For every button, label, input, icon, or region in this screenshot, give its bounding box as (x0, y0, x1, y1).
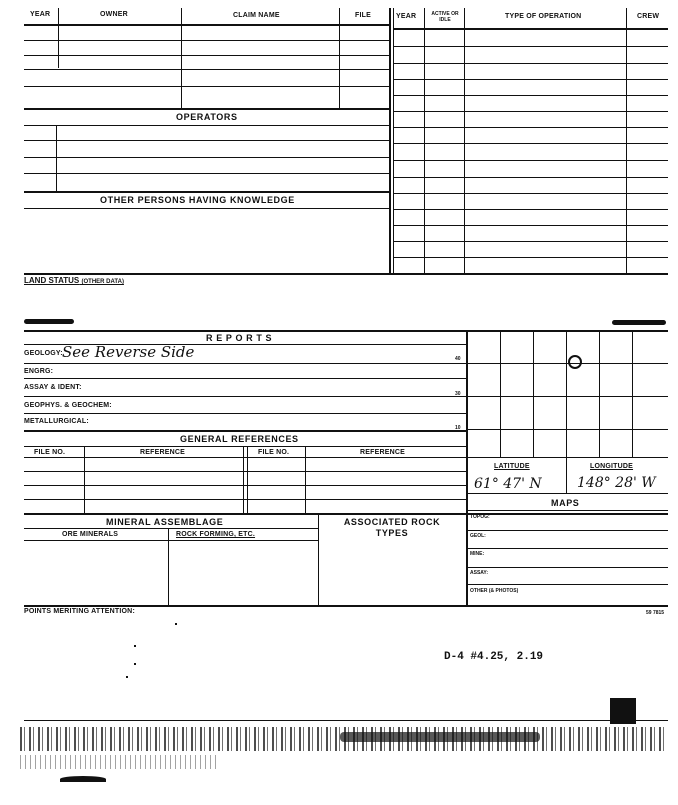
rule (24, 540, 318, 541)
metallurgical-label: METALLURGICAL: (24, 418, 89, 425)
rule (24, 485, 466, 486)
scan-block (610, 698, 636, 724)
divider (243, 446, 244, 514)
rule (24, 140, 390, 141)
rule (393, 225, 668, 226)
rule (393, 127, 668, 128)
rule (393, 160, 668, 161)
other-persons-heading: OTHER PERSONS HAVING KNOWLEDGE (100, 195, 295, 205)
ref-file-no-1: FILE NO. (34, 449, 66, 456)
divider (56, 125, 57, 193)
scale-mark-40: 40 (455, 356, 461, 362)
grid-line (466, 363, 668, 364)
rule (24, 378, 466, 379)
header-crew: CREW (637, 13, 660, 20)
rule (24, 108, 390, 110)
ref-file-no-2: FILE NO. (258, 449, 290, 456)
rule (24, 273, 668, 275)
divider (566, 457, 567, 493)
typed-note: D-4 #4.25, 2.19 (444, 651, 544, 663)
rule (24, 413, 466, 414)
header-active-idle: ACTIVE OR IDLE (431, 11, 459, 23)
rule (466, 510, 668, 511)
scan-smudge (612, 320, 666, 325)
divider (247, 446, 248, 514)
rock-forming-label: ROCK FORMING, ETC. (176, 531, 256, 538)
rule (466, 530, 668, 531)
longitude-label: LONGITUDE (590, 463, 634, 470)
rule (24, 363, 466, 364)
divider (464, 8, 465, 274)
geophys-label: GEOPHYS. & GEOCHEM: (24, 402, 112, 409)
maps-heading: MAPS (551, 498, 580, 508)
rule (393, 111, 668, 112)
rule (466, 567, 668, 568)
grid-line (533, 330, 534, 458)
header-year: YEAR (30, 11, 51, 18)
scan-smudge (24, 319, 74, 324)
form-number: 59 7815 (646, 610, 665, 616)
rule (24, 173, 390, 174)
grid-line (632, 330, 633, 458)
grid-line (599, 330, 600, 458)
rule (24, 471, 466, 472)
rule (24, 69, 390, 70)
associated-rock-types-heading: ASSOCIATED ROCK TYPES (343, 517, 441, 538)
speck (126, 676, 128, 678)
maps-other-label: OTHER (& PHOTOS) (470, 588, 519, 594)
grid-line (466, 396, 668, 397)
longitude-value: 148° 28' W (577, 475, 656, 491)
rule (24, 499, 466, 500)
rule (24, 396, 466, 397)
rule (393, 95, 668, 96)
grid-line (500, 330, 501, 458)
header-type-of-operation: TYPE OF OPERATION (505, 13, 582, 20)
rule (24, 446, 466, 447)
maps-assay-label: ASSAY: (470, 570, 489, 576)
rule (393, 28, 668, 30)
rule (393, 209, 668, 210)
speck (175, 623, 177, 625)
speck (134, 663, 136, 665)
divider (466, 330, 468, 606)
divider (626, 8, 627, 274)
divider (84, 446, 85, 514)
scale-mark-10: 10 (455, 425, 461, 431)
latitude-value: 61° 47' N (474, 476, 542, 492)
points-meriting-attention-label: POINTS MERITING ATTENTION: (24, 608, 135, 615)
scan-noise-band (340, 732, 540, 742)
latitude-label: LATITUDE (494, 463, 530, 470)
rule (393, 79, 668, 80)
rule (24, 40, 390, 41)
grid-line (566, 330, 567, 458)
scan-smudge (60, 776, 106, 782)
rule (393, 177, 668, 178)
rule (393, 241, 668, 242)
operators-heading: OPERATORS (176, 112, 238, 122)
rule (24, 720, 668, 721)
location-marker-icon (568, 355, 582, 369)
rule (393, 143, 668, 144)
divider (58, 8, 59, 68)
rule (466, 584, 668, 585)
header-claim-name: CLAIM NAME (233, 12, 280, 19)
rule (393, 46, 668, 47)
land-status-title: LAND STATUS (24, 276, 80, 285)
header-owner: OWNER (100, 11, 128, 18)
rule (24, 528, 318, 529)
maps-mine-label: MINE: (470, 551, 485, 557)
rule (393, 193, 668, 194)
rule (24, 457, 466, 458)
rule (393, 63, 668, 64)
rule (393, 257, 668, 258)
rule (24, 430, 466, 432)
maps-geol-label: GEOL: (470, 533, 486, 539)
maps-topog-label: TOPOG: (470, 514, 490, 520)
geology-value: See Reverse Side (62, 343, 195, 361)
rule (24, 208, 390, 209)
rule (466, 493, 668, 494)
geology-label: GEOLOGY: (24, 350, 63, 357)
rule (24, 86, 390, 87)
header-file: FILE (355, 12, 371, 19)
assay-label: ASSAY & IDENT: (24, 384, 82, 391)
rule (24, 330, 668, 332)
mineral-assemblage-heading: MINERAL ASSEMBLAGE (106, 517, 224, 527)
divider (389, 8, 391, 274)
divider (318, 513, 319, 606)
scan-noise-band (20, 755, 220, 769)
rule (24, 157, 390, 158)
divider (393, 8, 394, 274)
rule (24, 24, 390, 26)
rule (24, 191, 390, 193)
land-status-label (24, 276, 124, 285)
divider (424, 8, 425, 274)
rule (24, 605, 668, 607)
ref-reference-2: REFERENCE (360, 449, 405, 456)
general-references-heading: GENERAL REFERENCES (180, 434, 299, 444)
rule (466, 548, 668, 549)
scale-mark-30: 30 (455, 391, 461, 397)
engrg-label: ENGRG: (24, 368, 54, 375)
rule (24, 55, 390, 56)
ore-minerals-label: ORE MINERALS (62, 531, 119, 538)
land-status-sub: (OTHER DATA) (81, 279, 124, 285)
header-year-2: YEAR (396, 13, 417, 20)
rule (24, 125, 390, 126)
divider (305, 446, 306, 514)
rule (24, 513, 668, 515)
reports-heading: R E P O R T S (206, 333, 273, 343)
speck (134, 645, 136, 647)
grid-line (466, 429, 668, 430)
ref-reference-1: REFERENCE (140, 449, 185, 456)
grid-line (466, 457, 668, 458)
